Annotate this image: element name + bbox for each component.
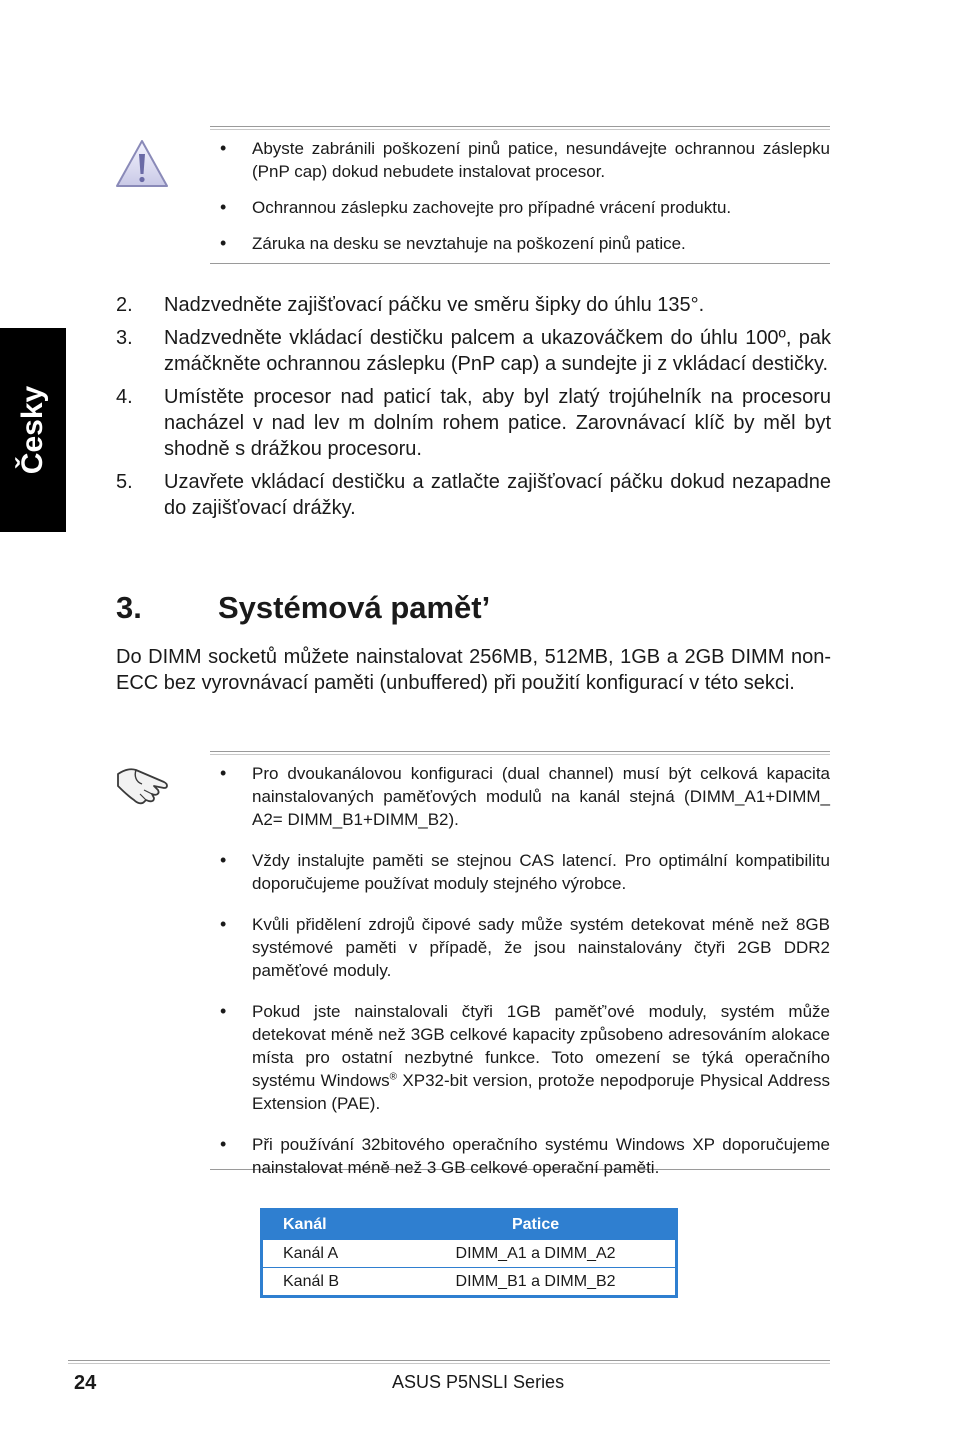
table-cell: Kanál A	[262, 1240, 397, 1268]
language-tab	[0, 328, 66, 532]
bullet-icon: •	[220, 197, 227, 217]
note-item: • Při používání 32bitového operačního systému Windows XP doporučujeme nainstalovat méně než 3 GB celkové operační paměti.	[220, 1134, 830, 1177]
warning-item: • Abyste zabránili poškození pinů patice, nesundávejte ochrannou záslepku (PnP cap) dokud nebudete instalovat procesor.	[220, 138, 830, 181]
footer-divider	[68, 1360, 830, 1361]
section-number: 3.	[116, 590, 142, 625]
table-cell: Kanál B	[262, 1268, 397, 1297]
table-header-row	[262, 1210, 677, 1240]
note-item: • Pro dvoukanálovou konfiguraci (dual channel) musí být celková kapacita nainstalovaných paměťových modulů na kanál stejná (DIMM_A1+DIMM_ A2= DIMM_B1+DIMM_B2).	[220, 763, 830, 829]
bullet-icon: •	[220, 233, 227, 253]
warning-item: • Záruka na desku se nevztahuje na poškození pinů patice.	[220, 233, 686, 253]
bullet-icon: •	[220, 914, 227, 934]
warning-box	[210, 126, 830, 264]
bullet-icon: •	[220, 850, 227, 870]
step-text: Umístěte procesor nad paticí tak, aby byl zlatý trojúhelník na procesoru nacházel v nad lev m dolním rohem patice. Zarovnávací klíč by měl byt shodně s drážkou procesoru.	[164, 386, 831, 460]
registered-mark: ®	[389, 1071, 398, 1083]
step-item	[116, 325, 831, 377]
table-cell: DIMM_B1 a DIMM_B2	[396, 1268, 676, 1297]
warning-item: • Ochrannou záslepku zachovejte pro případné vrácení produktu.	[220, 197, 732, 217]
note-item: • Pokud jste nainstalovali čtyři 1GB paměť’ové moduly, systém může detekovat méně než 3GB celkové kapacity způsobeno adresováním alokace místa pro ostatní nezbytné funkce. Toto omezení se týká operačního systému Windows® XP32-bit version, protože nepodporuje Physical Address Extension (PAE).	[220, 1001, 830, 1113]
section-intro: Do DIMM socketů můžete nainstalovat 256MB, 512MB, 1GB a 2GB DIMM non-ECC bez vyrovnávací paměti (unbuffered) při použití konfigurací v této sekci.	[116, 646, 831, 694]
note-box	[210, 751, 830, 1177]
section-heading	[116, 590, 490, 626]
table-row	[262, 1240, 677, 1268]
table-header-channel: Kanál	[262, 1210, 397, 1240]
hand-pointer-icon	[114, 760, 174, 806]
table-header-slot: Patice	[396, 1210, 676, 1240]
step-item	[116, 469, 831, 521]
table-cell: DIMM_A1 a DIMM_A2	[396, 1240, 676, 1268]
bullet-icon: •	[220, 138, 227, 158]
section-title: Systémová pamět’	[218, 590, 491, 625]
footer-title: ASUS P5NSLI Series	[392, 1372, 565, 1392]
step-text: Nadzvedněte zajišťovací páčku ve směru šipky do úhlu 135°.	[164, 294, 705, 316]
table-row	[262, 1268, 677, 1297]
note-item: • Kvůli přidělení zdrojů čipové sady může systém detekovat méně než 8GB systémové paměti v případě, že jsou nainstalovány čtyři 2GB DDR2 paměťové moduly.	[220, 914, 830, 980]
step-number: 4.	[116, 386, 133, 408]
installation-steps	[116, 292, 831, 528]
step-text: Nadzvedněte vkládací destičku palcem a ukazováčkem do úhlu 100º, pak zmáčkněte ochrannou záslepku (PnP cap) a sundejte ji z vkládací destičky.	[164, 327, 831, 375]
note-item: • Vždy instalujte paměti se stejnou CAS latencí. Pro optimální kompatibilitu doporučujeme používat moduly stejného výrobce.	[220, 850, 830, 893]
warning-triangle-icon	[114, 138, 170, 190]
channel-table	[260, 1208, 678, 1298]
step-item	[116, 384, 831, 462]
bullet-icon: •	[220, 1134, 227, 1154]
step-number: 2.	[116, 294, 133, 316]
step-number: 5.	[116, 471, 133, 493]
step-number: 3.	[116, 327, 133, 349]
bullet-icon: •	[220, 1001, 227, 1021]
step-item	[116, 292, 831, 318]
bullet-icon: •	[220, 763, 227, 783]
step-text: Uzavřete vkládací destičku a zatlačte zajišťovací páčku dokud nezapadne do zajišťovací drážky.	[164, 471, 831, 519]
page-number: 24	[74, 1372, 97, 1394]
language-tab-label: Česky	[16, 385, 49, 475]
